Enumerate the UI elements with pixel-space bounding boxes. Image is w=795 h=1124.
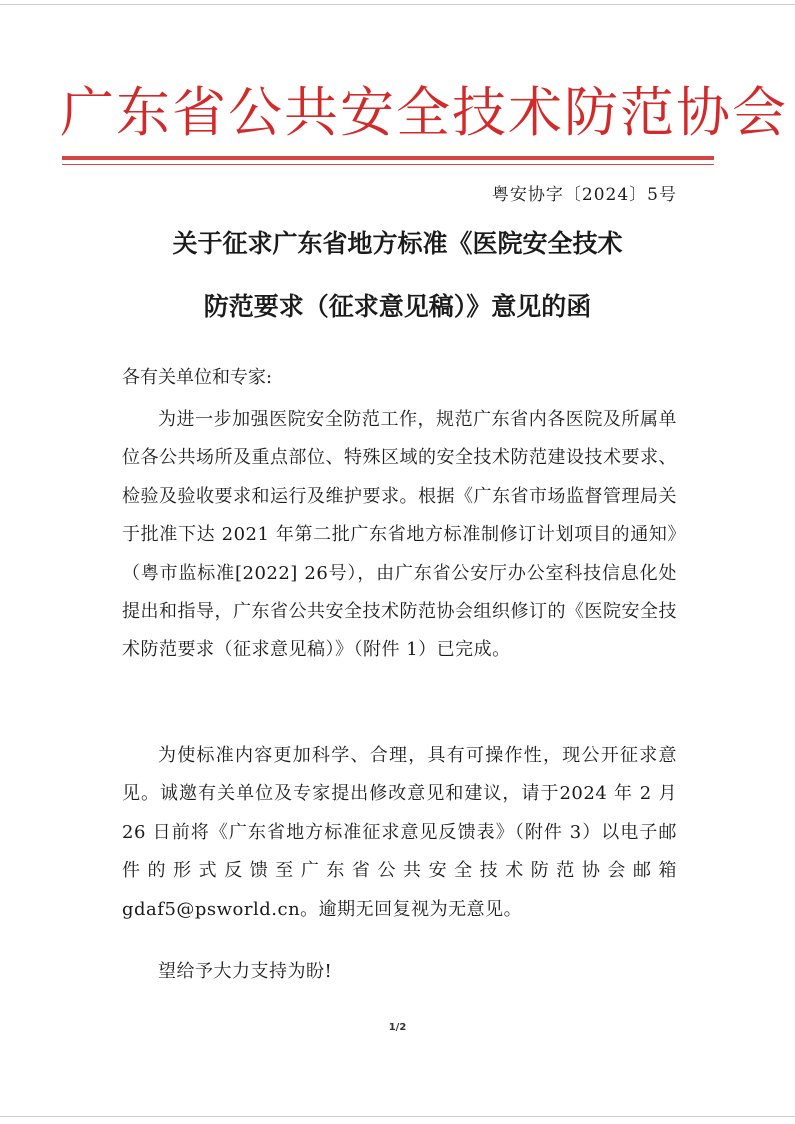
document-title-line1: 关于征求广东省地方标准《医院安全技术 — [172, 229, 623, 258]
scan-edge-top — [0, 4, 795, 5]
salutation: 各有关单位和专家: — [122, 367, 273, 388]
letterhead-rule-thick — [62, 156, 714, 160]
body-paragraph-2: 为使标准内容更加科学、合理，具有可操作性，现公开征求意见。诚邀有关单位及专家提出修改意见和建议，请于2024 年 2 月 26 日前将《广东省地方标准征求意见反馈表》（附件 3）以电子邮件的形式反馈至广东省公共安全技术防范协会邮箱 gdaf5@psworld.cn。逾期无回复视为无意见。 — [122, 745, 677, 920]
body-paragraph-3: 望给予大力支持为盼! — [158, 961, 333, 982]
document-number: 粤安协字〔2024〕5号 — [491, 185, 677, 205]
page-number: 1/2 — [388, 1022, 407, 1033]
body-paragraph-1: 为进一步加强医院安全防范工作，规范广东省内各医院及所属单位各公共场所及重点部位、特殊区域的安全技术防范建设技术要求、检验及验收要求和运行及维护要求。根据《广东省市场监督管理局关于批准下达 2021 年第二批广东省地方标准制修订计划项目的通知》（粤市监标准[2022] 26号），由广东省公安厅办公室科技信息化处提出和指导，广东省公共安全技术防范协会组织修订的《医院安全技术防范要求（征求意见稿）》（附件 1）已完成。 — [122, 409, 677, 661]
document-title-line2: 防范要求（征求意见稿）》意见的函 — [203, 292, 592, 321]
scan-edge-bottom — [0, 1116, 795, 1117]
letterhead-rule-thin — [62, 164, 714, 165]
letterhead-organization: 广东省公共安全技术防范协会 — [60, 81, 788, 144]
